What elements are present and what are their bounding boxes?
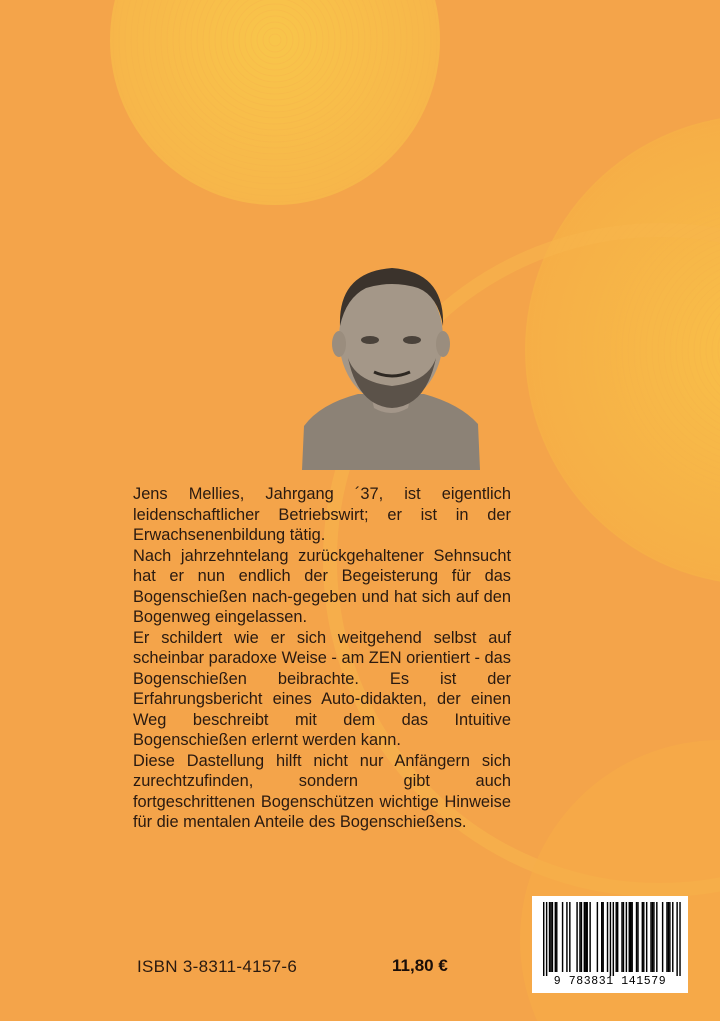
barcode-bar <box>552 902 553 972</box>
isbn-number: ISBN 3-8311-4157-6 <box>137 957 298 976</box>
barcode-bar <box>643 902 644 972</box>
barcode-bar <box>546 902 547 976</box>
barcode-bar <box>556 902 557 972</box>
barcode-bar <box>613 902 614 976</box>
barcode-bar <box>656 902 657 972</box>
barcode-bar <box>672 902 673 972</box>
barcode-bar <box>626 902 627 972</box>
barcode-bar <box>676 902 677 976</box>
barcode-bar <box>584 902 585 972</box>
barcode-bar <box>585 902 586 972</box>
barcode-bar <box>601 902 602 972</box>
barcode-bar <box>653 902 654 972</box>
blurb-paragraph-4: Diese Dastellung hilft nicht nur Anfängern sich zurechtzufinden, sondern gibt auch fortgeschrittenen Bogenschützen wichtige Hinweise für die mentalen Anteile des Bogenschießens. <box>133 751 511 831</box>
top-circle <box>110 0 440 205</box>
barcode-bar <box>543 902 544 976</box>
barcode-bar <box>629 902 630 972</box>
barcode-bar <box>610 902 611 976</box>
barcode-bar <box>623 902 624 972</box>
barcode-bar <box>642 902 643 972</box>
barcode-bar <box>597 902 598 972</box>
barcode-bars <box>532 896 688 976</box>
barcode-bar <box>576 902 577 972</box>
barcode-bar <box>669 902 670 972</box>
barcode-digits: 9 783831 141579 <box>553 975 667 988</box>
blurb-paragraph-2: Nach jahrzehntelang zurückgehaltener Sehnsucht hat er nun endlich der Begeisterung für das Bogenschießen nach-gegeben und hat sich auf den Bogenweg eingelassen. <box>133 546 511 626</box>
barcode-bar <box>679 902 680 976</box>
barcode-bar <box>562 902 563 972</box>
barcode-bar <box>650 902 651 972</box>
barcode-bar <box>616 902 617 972</box>
barcode-bar <box>662 902 663 972</box>
barcode-bar <box>579 902 580 972</box>
barcode-bar <box>602 902 603 972</box>
barcode-bar <box>555 902 556 972</box>
blurb-paragraph-1: Jens Mellies, Jahrgang ´37, ist eigentlich leidenschaftlicher Betriebswirt; er ist in der Erwachsenenbildung tätig. <box>133 485 511 544</box>
barcode-bar <box>569 902 570 972</box>
barcode-bar <box>587 902 588 972</box>
barcode-bar <box>607 902 608 972</box>
barcode <box>532 896 688 993</box>
barcode-bar <box>630 902 631 972</box>
barcode-bar <box>668 902 669 972</box>
barcode-bar <box>631 902 632 972</box>
barcode-bar <box>550 902 551 972</box>
barcode-bar <box>637 902 638 972</box>
author-photo-icon <box>300 258 482 470</box>
barcode-bar <box>646 902 647 972</box>
barcode-bar <box>549 902 550 972</box>
barcode-bar <box>666 902 667 972</box>
barcode-bar <box>566 902 567 972</box>
barcode-bar <box>581 902 582 972</box>
barcode-bar <box>621 902 622 972</box>
author-blurb <box>133 484 511 833</box>
barcode-bar <box>652 902 653 972</box>
price-label: 11,80 € <box>392 956 448 975</box>
blurb-paragraph-3: Er schildert wie er sich weitgehend selbst auf scheinbar paradoxe Weise - am ZEN orientiert - das Bogenschießen beibrachte. Es ist der Erfahrungsbericht eines Auto-didakten, der einen Weg beschreibt mit dem das Intuitive Bogenschießen erlernt werden kann. <box>133 628 511 749</box>
barcode-bar <box>589 902 590 972</box>
barcode-bar <box>636 902 637 972</box>
barcode-bar <box>617 902 618 972</box>
